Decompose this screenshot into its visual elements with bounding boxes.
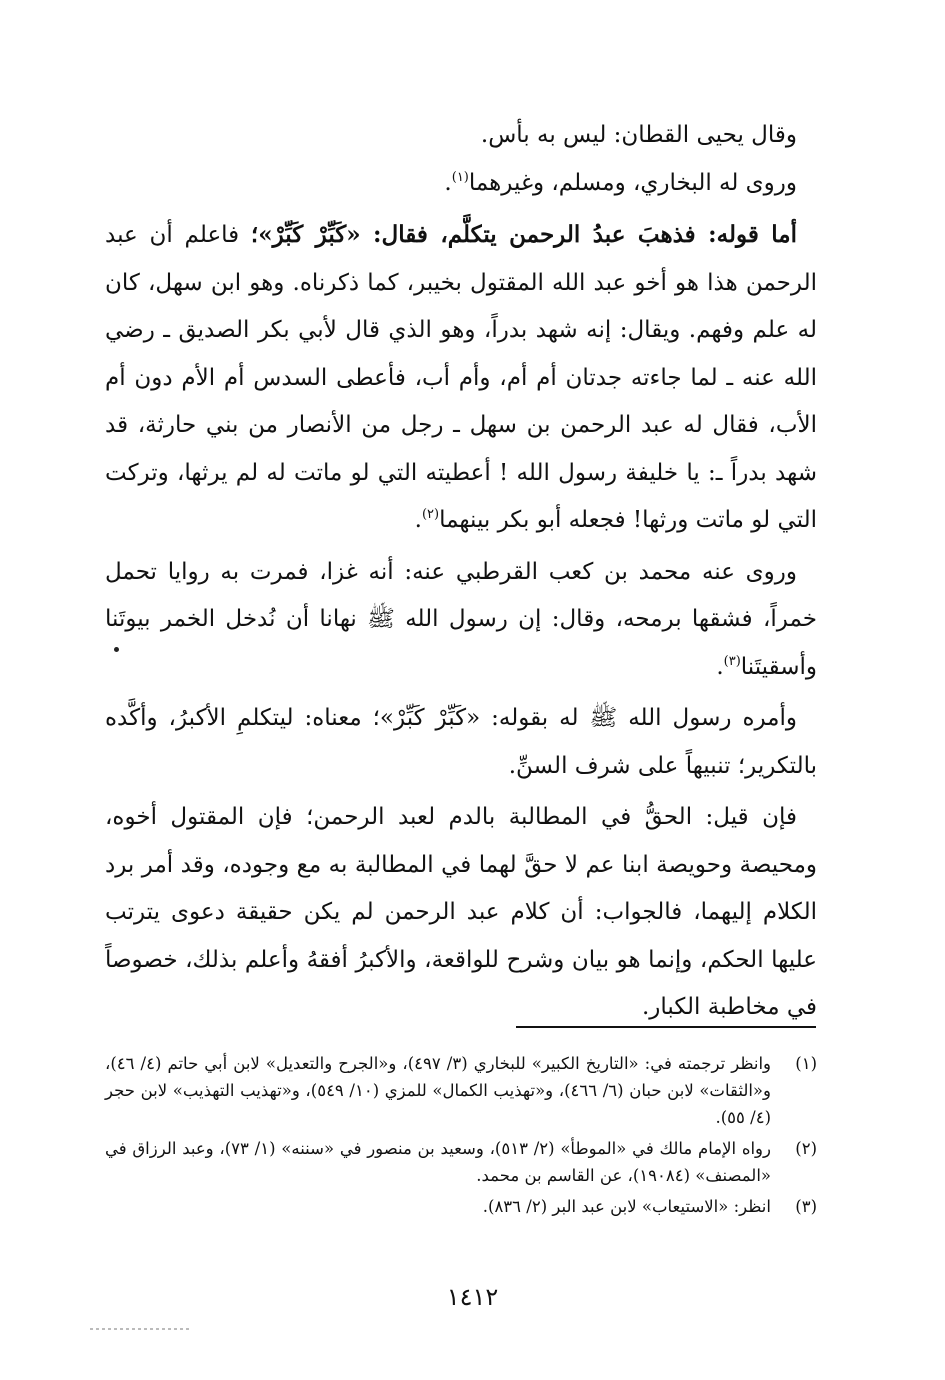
- footnote: [105, 1050, 817, 1131]
- footnote-number: (٣): [795, 1197, 817, 1216]
- footnote-text: انظر: «الاستيعاب» لابن عبد البر (٢/ ٨٣٦).: [482, 1197, 771, 1216]
- bold-lead: أما قوله: فذهبَ عبدُ الرحمن يتكلَّم، فقال: «كَبِّرْ كَبِّرْ»؛: [250, 221, 797, 248]
- footnote-number: (١): [795, 1054, 817, 1073]
- paragraph: وقال يحيى القطان: ليس به بأس.: [480, 122, 797, 148]
- paragraph: وأمره رسول الله ﷺ له بقوله: «كَبِّرْ كَبِّرْ»؛ معناه: ليتكلمِ الأكبرُ، وأكَّده بالتكرير؛ تنبيهاً على شرف السنِّ.: [105, 705, 817, 779]
- main-text: [105, 112, 817, 1032]
- footnote-ref: (٣): [723, 653, 741, 669]
- paragraph: وروى عنه محمد بن كعب القرطبي عنه: أنه غزا، فمرت به روايا تحمل خمراً، فشقها برمحه، وقال: إن رسول الله ﷺ نهانا أن نُدخل الخمر بيوتَنا وأسقيتَنا$^{(٣)}$.: [105, 558, 817, 680]
- page-number: ١٤١٢: [446, 1283, 499, 1311]
- paragraph: فإن قيل: الحقُّ في المطالبة بالدم لعبد الرحمن؛ فإن المقتول أخوه، ومحيصة وحويصة ابنا عم لا حقَّ لهما في المطالبة به مع وجوده، وقد أمر برد الكلام إليهما، فالجواب: أن كلام عبد الرحمن لم يكن حقيقة دعوى يترتب عليها الحكم، وإنما هو بيان وشرح للواقعة، والأكبرُ أفقهُ وأعلم بذلك، خصوصاً في مخاطبة الكبار.: [105, 804, 817, 1020]
- footnote: [105, 1135, 817, 1189]
- paragraph: أما قوله: فذهبَ عبدُ الرحمن يتكلَّم، فقال: «كَبِّرْ كَبِّرْ»؛ فاعلم أن عبد الرحمن هذا هو أخو عبد الله المقتول بخيبر، كما ذكرناه. وهو ابن سهل، كان له علم وفهم. ويقال: إنه شهد بدراً، وهو الذي قال لأبي بكر الصديق ـ رضي الله عنه ـ لما جاءته جدتان أم أم، وأم أب، فأعطى السدس أم الأم دون أم الأب، فقال له عبد الرحمن بن سهل ـ رجل من الأنصار من بني حارثة، قد شهد بدراً ـ: يا خليفة رسول الله ! أعطيته التي لو ماتت له لم يرثها، وتركت التي لو ماتت ورثها! فجعله أبو بكر بينهما$^{(٢)}$.: [105, 221, 817, 533]
- footnote-ref: (٢): [421, 507, 440, 522]
- footnote-text: وانظر ترجمته في: «التاريخ الكبير» للبخاري (٣/ ٤٩٧)، و«الجرح والتعديل» لابن أبي حاتم (٤/ ٤٦)، و«الثقات» لابن حبان (٦/ ٤٦٦)، و«تهذيب الكمال» للمزي (١٠/ ٥٤٩)، و«تهذيب التهذيب» لابن حجر (٤/ ٥٥).: [105, 1054, 772, 1127]
- footnote-text: رواه الإمام مالك في «الموطأ» (٢/ ٥١٣)، وسعيد بن منصور في «سننه» (١/ ٧٣)، وعبد الرزاق في «المصنف» (١٩٠٨٤)، عن القاسم بن محمد.: [105, 1139, 771, 1185]
- footnote-separator: [516, 1026, 816, 1028]
- footnote-number: (٢): [795, 1139, 817, 1158]
- footnotes: [105, 1050, 817, 1224]
- footnote: [105, 1193, 817, 1220]
- paragraph: وروى له البخاري، ومسلم، وغيرهما$^{(١)}$.: [444, 169, 797, 196]
- stray-dot: [114, 647, 119, 652]
- scan-artifact: [90, 1328, 190, 1330]
- footnote-ref: (١): [451, 169, 469, 185]
